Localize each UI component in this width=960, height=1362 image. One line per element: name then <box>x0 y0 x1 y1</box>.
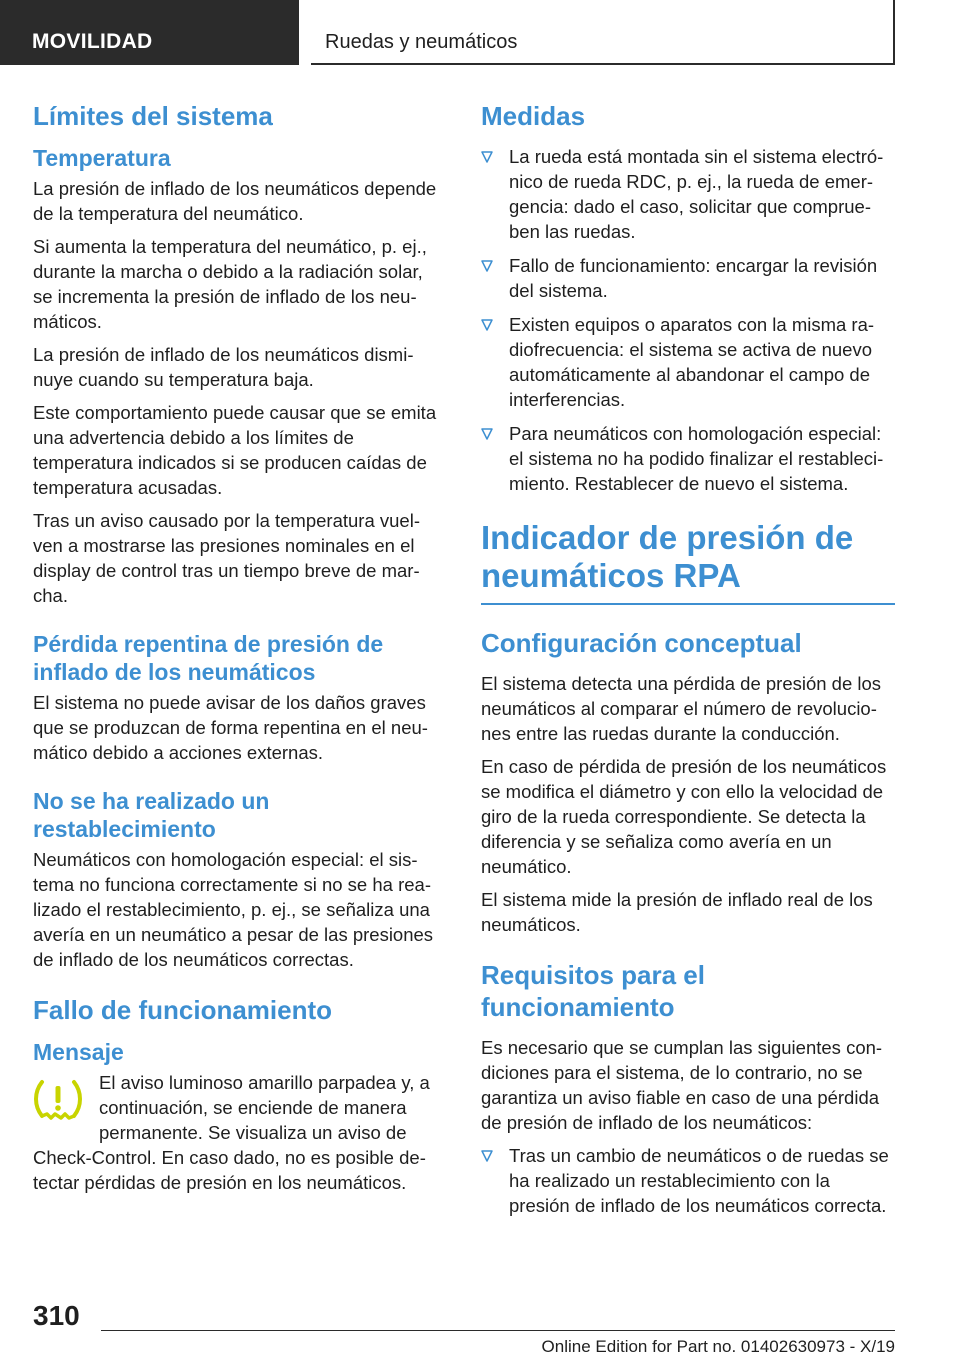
heading-malfunction: Fallo de funcionamiento <box>33 995 333 1025</box>
heading-no-reset: No se ha realizado un restablecimiento <box>33 788 270 842</box>
paragraph: Neumáticos con homologación especial: el sistema no funciona correctamente si no se ha realizado el restablecimiento, p. ej., se señaliza una avería en un neumático a pesar de las presiones de inflado de los neumáticos correctas. <box>33 849 434 970</box>
paragraph: Si aumenta la temperatura del neumático, p. ej., durante la marcha o debido a la radiación solar, se incrementa la presión de inflado de los neumáticos. <box>33 236 427 332</box>
triangle-bullet-icon <box>481 428 493 440</box>
warning-message-text: El aviso luminoso amarillo parpadea y, a continuación, se enciende de manera permanente. Se visualiza un aviso de <box>99 1072 430 1143</box>
paragraph: La presión de inflado de los neumáticos depende de la temperatura del neumático. <box>33 178 437 224</box>
header-section-label: MOVILIDAD <box>0 0 299 65</box>
measures-list <box>481 144 895 496</box>
list-item-text: Tras un cambio de neumáticos o de ruedas se ha realizado un restablecimiento con la presión de inflado de los neumáticos correcta. <box>509 1145 889 1216</box>
paragraph: El sistema detecta una pérdida de presión de los neumáticos al comparar el número de revoluciones entre las ruedas durante la conducción. <box>481 673 882 744</box>
triangle-bullet-icon <box>481 319 493 331</box>
list-item <box>481 1143 895 1218</box>
heading-temperature: Temperatura <box>33 145 171 171</box>
list-item-text: La rueda está montada sin el sistema electrónico de rueda RDC, p. ej., la rueda de emergencia: dado el caso, solicitar que comprueben las ruedas. <box>509 146 884 242</box>
list-item <box>481 312 895 412</box>
list-item-text: Para neumáticos con homologación especial: el sistema no ha podido finalizar el restablecimiento. Restablecer de nuevo el sistema. <box>509 423 884 494</box>
footer-divider <box>101 1330 895 1331</box>
heading-message: Mensaje <box>33 1039 124 1065</box>
paragraph: Es necesario que se cumplan las siguientes condiciones para el sistema, de lo contrario, no se garantiza un aviso fiable en caso de una pérdida de presión de inflado de los neumáticos: <box>481 1037 883 1133</box>
list-item-text: Fallo de funcionamiento: encargar la revisión del sistema. <box>509 255 878 301</box>
paragraph: El sistema no puede avisar de los daños graves que se produzcan de forma repentina en el neumático debido a acciones externas. <box>33 692 428 763</box>
warning-message-block <box>33 1070 441 1195</box>
footer-edition: Online Edition for Part no. 01402630973 - X/19 <box>541 1337 895 1356</box>
paragraph: Tras un aviso causado por la temperatura vuelven a mostrarse las presiones nominales en el display de control tras un tiempo breve de marcha. <box>33 510 420 606</box>
paragraph: La presión de inflado de los neumáticos disminuye cuando su temperatura baja. <box>33 344 414 390</box>
right-column <box>481 100 895 1227</box>
page-number: 310 <box>33 1300 80 1331</box>
list-item-text: Existen equipos o aparatos con la misma radiofrecuencia: el sistema se activa de nuevo automáticamente al abandonar el campo de interferencias. <box>509 314 875 410</box>
list-item <box>481 144 895 244</box>
heading-concept: Configuración conceptual <box>481 628 802 658</box>
heading-rpa: Indicador de presión de neumáticos RPA <box>481 519 854 594</box>
header-chapter-title: Ruedas y neumáticos <box>311 0 895 65</box>
warning-message-text-continued: Check-Control. En caso dado, no es posible detectar pérdidas de presión en los neumáticos. <box>33 1147 426 1193</box>
heading-sudden-pressure-loss: Pérdida repentina de presión de inflado de los neumáticos <box>33 631 384 685</box>
requirements-list <box>481 1143 895 1218</box>
paragraph: El sistema mide la presión de inflado real de los neumáticos. <box>481 889 873 935</box>
triangle-bullet-icon <box>481 1150 493 1162</box>
heading-requirements: Requisitos para el funcionamiento <box>481 960 705 1022</box>
heading-divider <box>481 603 895 605</box>
heading-measures: Medidas <box>481 101 586 131</box>
tire-pressure-warning-icon <box>33 1078 83 1122</box>
paragraph: Este comportamiento puede causar que se emita una advertencia debido a los límites de temperatura indicados si se producen caídas de temperatura acusadas. <box>33 402 437 498</box>
triangle-bullet-icon <box>481 151 493 163</box>
list-item <box>481 421 895 496</box>
left-column <box>33 100 441 1195</box>
heading-system-limits: Límites del sistema <box>33 101 273 131</box>
triangle-bullet-icon <box>481 260 493 272</box>
list-item <box>481 253 895 303</box>
paragraph: En caso de pérdida de presión de los neumáticos se modifica el diámetro y con ello la velocidad de giro de la rueda correspondiente. Se detecta la diferencia y se señaliza como avería en un neumático. <box>481 756 887 877</box>
